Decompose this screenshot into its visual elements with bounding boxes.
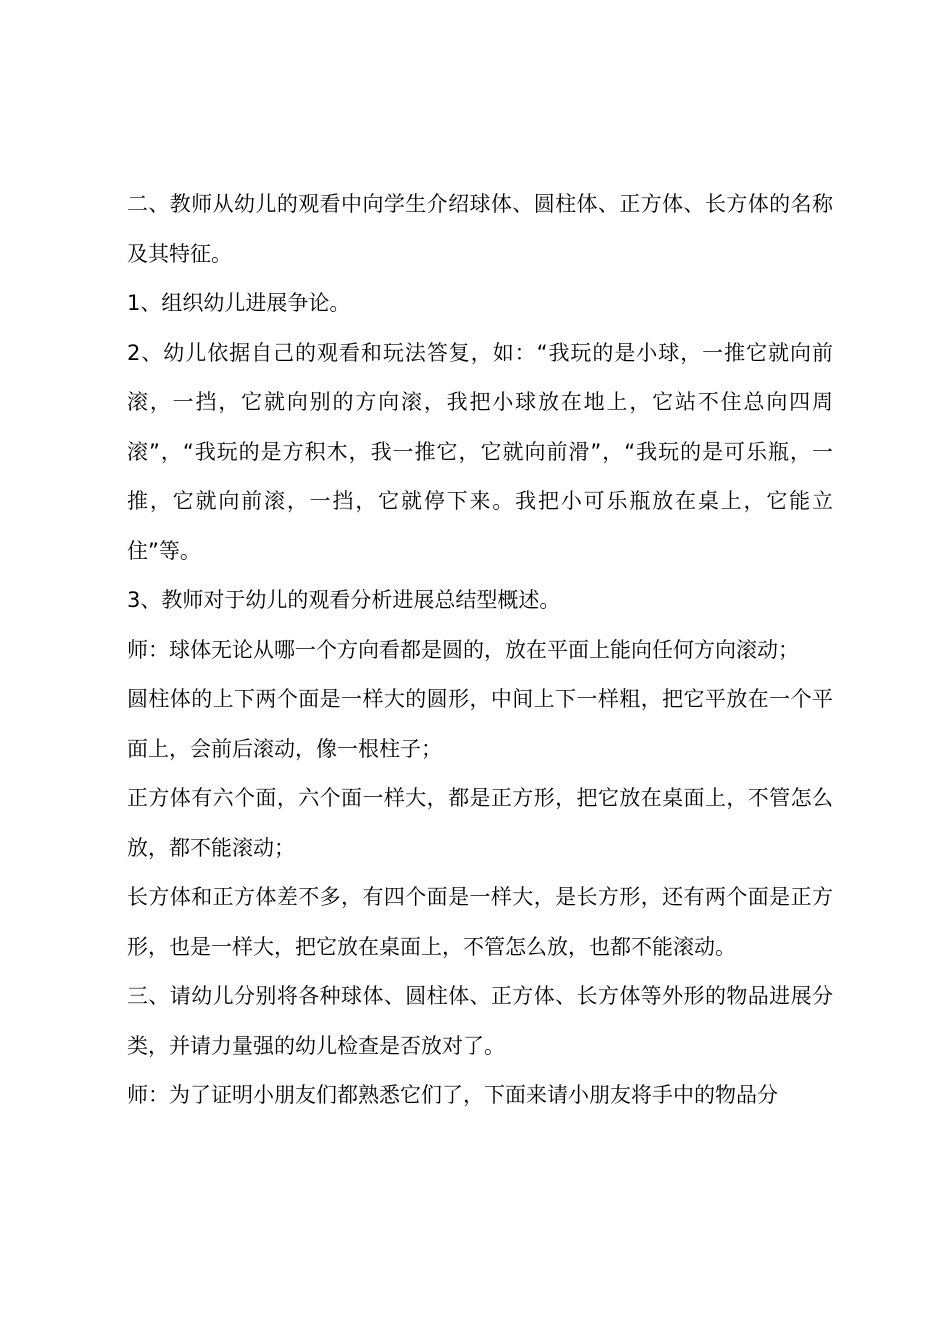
paragraph-step-3: 3、教师对于幼儿的观看分析进展总结型概述。 [127,588,561,612]
paragraph-cube: 正方体有六个面，六个面一样大，都是正方形，把它放在桌面上，不管怎么放，都不能滚动； [127,786,833,860]
paragraph-step-1: 1、组织幼儿进展争论。 [127,291,351,315]
paragraph-sphere: 师：球体无论从哪一个方向看都是圆的，放在平面上能向任何方向滚动； [127,637,799,662]
document-body [127,180,833,1121]
paragraph-cuboid: 长方体和正方体差不多，有四个面是一样大，是长方形，还有两个面是正方形，也是一样大，把它放在桌面上，不管怎么放，也都不能滚动。 [127,885,833,959]
paragraph-section-three: 三、请幼儿分别将各种球体、圆柱体、正方体、长方体等外形的物品进展分类，并请力量强的幼儿检查是否放对了。 [127,984,833,1058]
paragraph-teacher-instruction: 师：为了证明小朋友们都熟悉它们了，下面来请小朋友将手中的物品分 [127,1083,778,1107]
paragraph-step-2: 2、幼儿依据自己的观看和玩法答复，如：“我玩的是小球，一推它就向前滚，一挡，它就向别的方向滚，我把小球放在地上，它站不住总向四周滚”，“我玩的是方积木，我一推它，它就向前滑”，“我玩的是可乐瓶，一推，它就向前滚，一挡，它就停下来。我把小可乐瓶放在桌上，它能立住”等。 [127,340,833,563]
paragraph-cylinder: 圆柱体的上下两个面是一样大的圆形，中间上下一样粗，把它平放在一个平面上，会前后滚动，像一根柱子； [127,687,833,761]
paragraph-section-two-intro: 二、教师从幼儿的观看中向学生介绍球体、圆柱体、正方体、长方体的名称及其特征。 [127,192,833,266]
